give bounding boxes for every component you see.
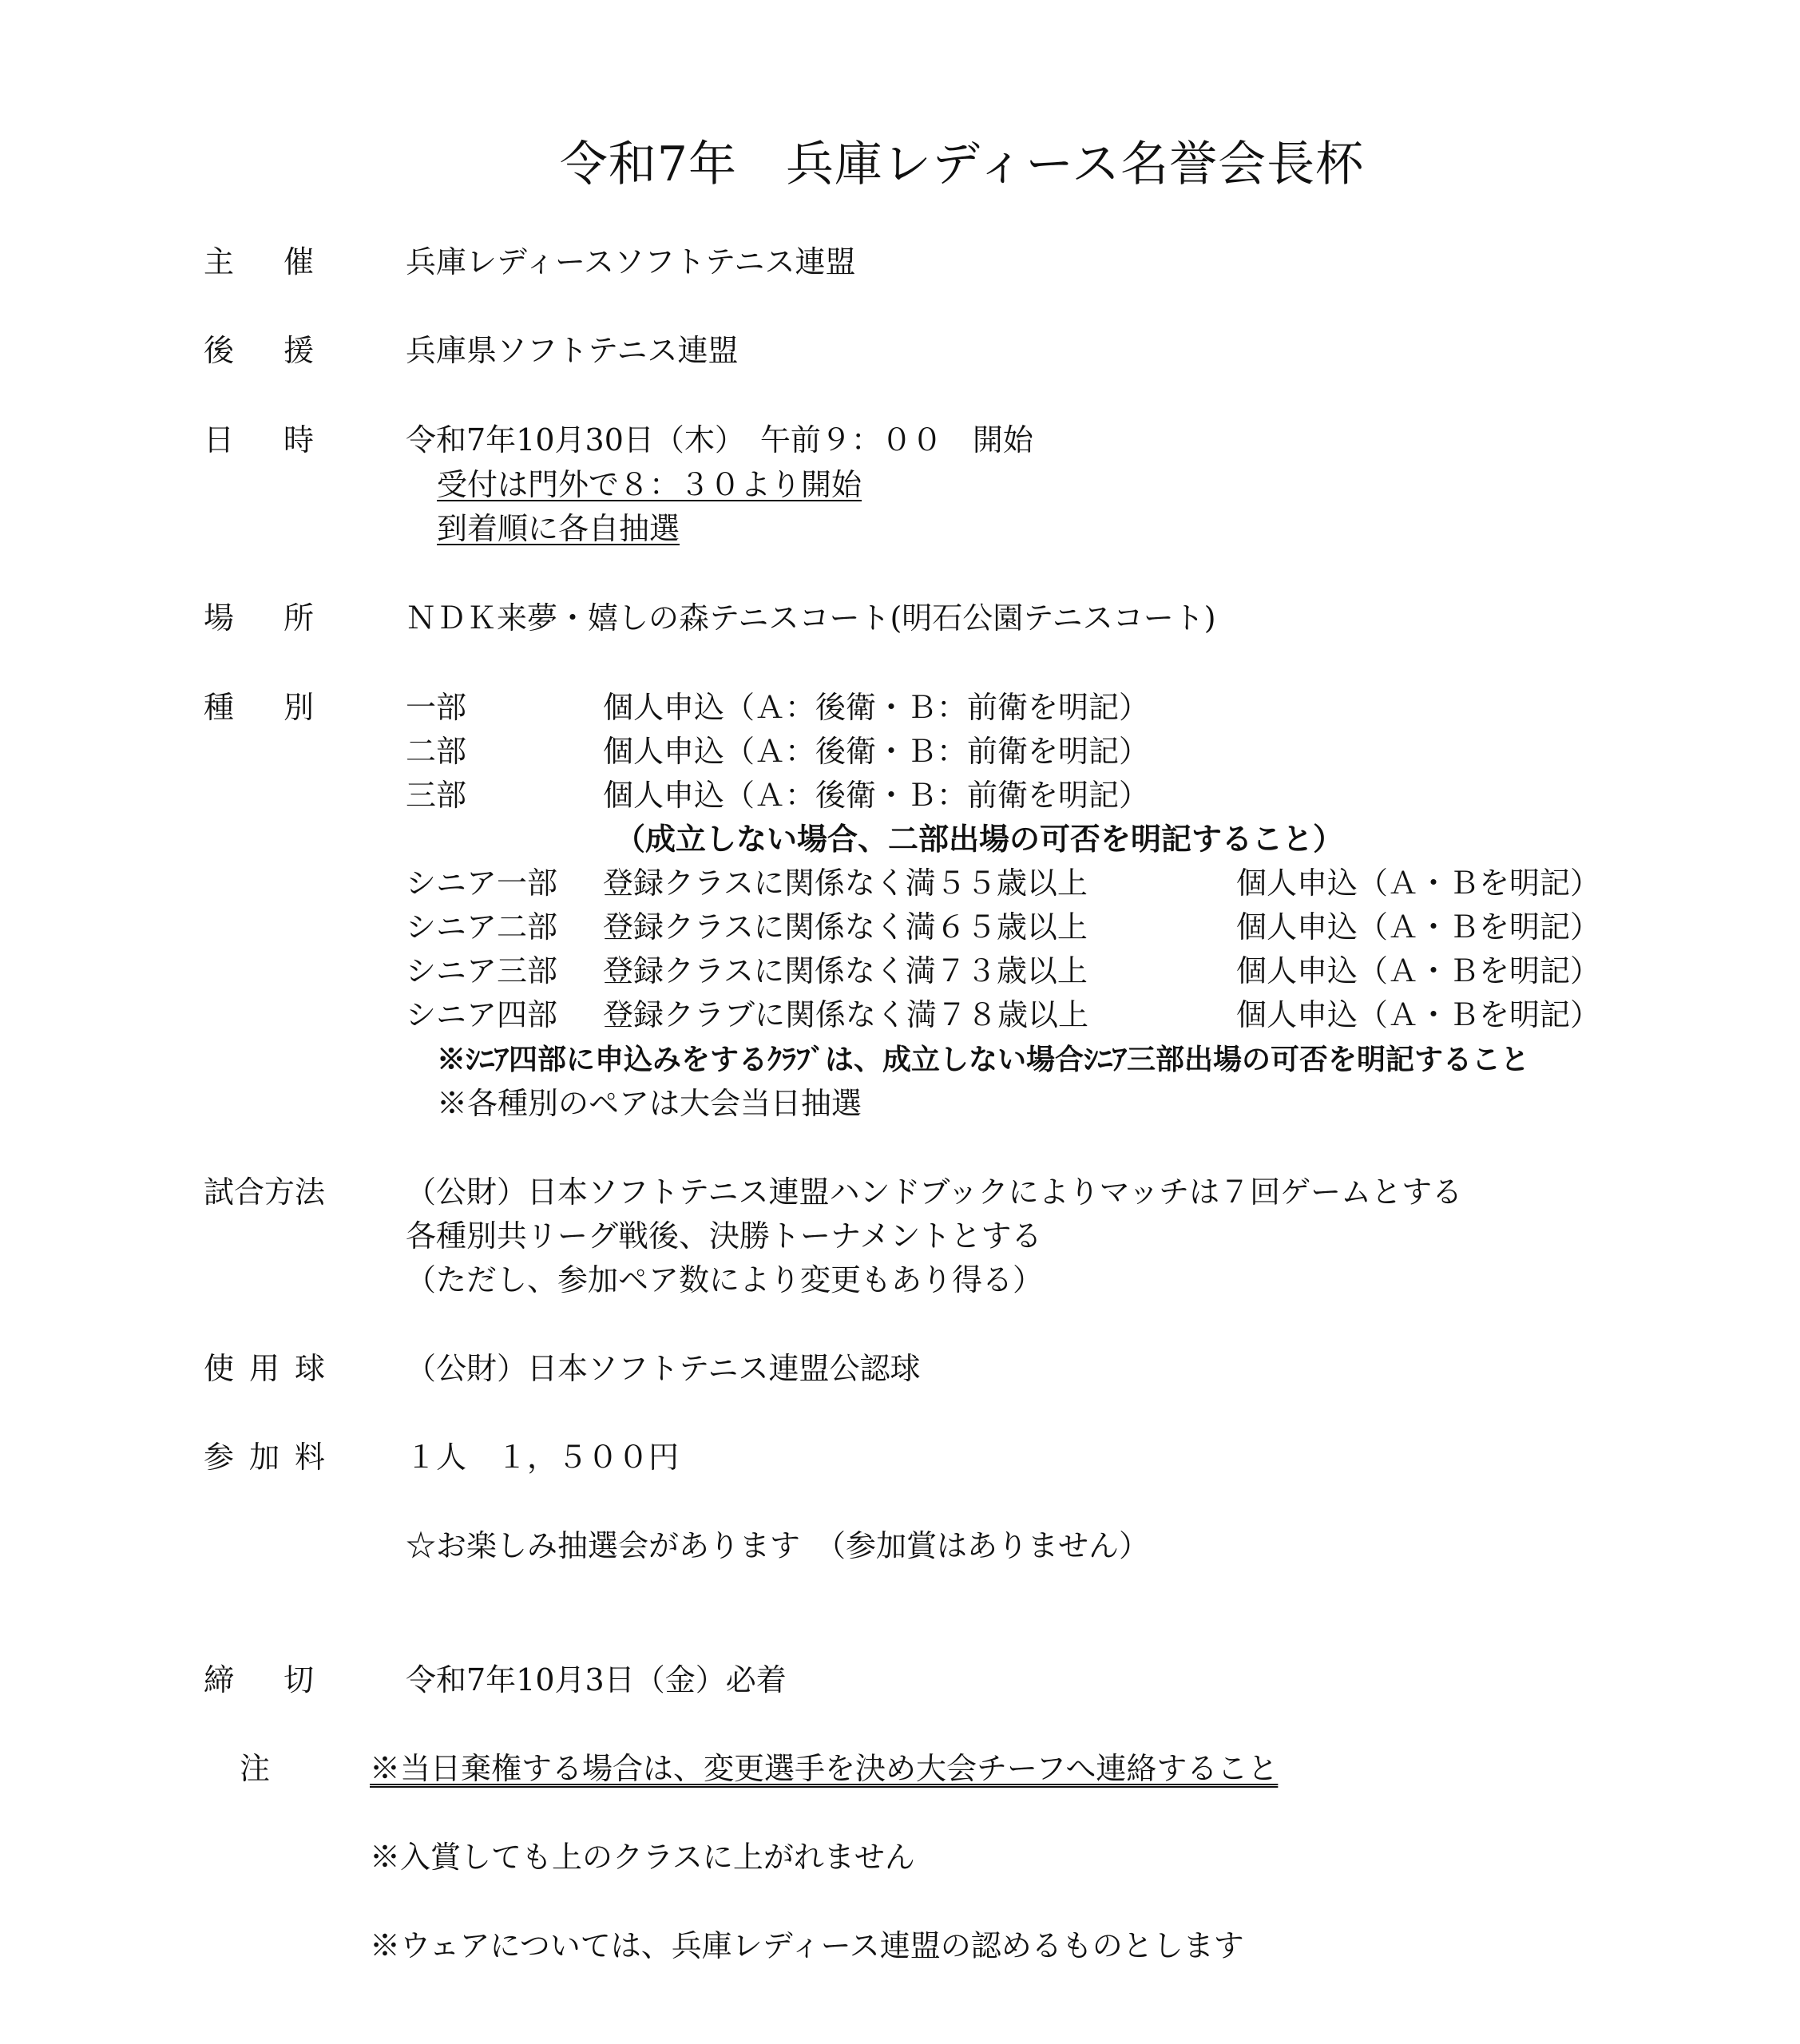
notes-label: 注 xyxy=(240,1751,271,1786)
senior-division-name: シニア三部 xyxy=(406,953,558,988)
senior-division-condition: 登録クラスに関係なく満５５歳以上 xyxy=(603,866,1088,901)
senior-division-condition: 登録クラスに関係なく満７３歳以上 xyxy=(603,953,1088,988)
datetime-reception-note: 受付は門外で８：３０より開始 xyxy=(437,467,862,502)
match-method-line: （ただし、参加ペア数により変更もあり得る） xyxy=(406,1262,1044,1297)
senior-division-entry: 個人申込（Ａ・Ｂを明記） xyxy=(1236,953,1601,988)
ball-value: （公財）日本ソフトテニス連盟公認球 xyxy=(406,1351,921,1386)
datetime-label: 日時 xyxy=(204,422,364,458)
division-name: 三部 xyxy=(406,778,467,813)
support-value: 兵庫県ソフトテニス連盟 xyxy=(406,333,739,368)
senior-division-condition: 登録クラブに関係なく満７８歳以上 xyxy=(603,997,1089,1032)
categories-label: 種別 xyxy=(204,690,364,725)
pair-lottery-note: ※各種別のペアは大会当日抽選 xyxy=(437,1086,862,1121)
senior-division-entry: 個人申込（Ａ・Ｂを明記） xyxy=(1236,909,1601,945)
division-entry: 個人申込（Ａ：後衛・Ｂ：前衛を明記） xyxy=(603,734,1150,769)
note-item: ※入賞しても上のクラスに上がれません xyxy=(370,1840,915,1875)
ball-label: 使用球 xyxy=(204,1351,341,1386)
division-note: （成立しない場合、二部出場の可否を明記すること） xyxy=(615,821,1344,857)
division-entry: 個人申込（Ａ：後衛・Ｂ：前衛を明記） xyxy=(603,778,1150,813)
venue-value: ＮＤＫ来夢・嬉しの森テニスコート(明石公園テニスコート) xyxy=(406,600,1216,636)
match-method-line: 各種別共リーグ戦後、決勝トーナメントとする xyxy=(406,1218,1042,1254)
deadline-value: 令和7年10月3日（金）必着 xyxy=(406,1662,787,1697)
fee-label: 参加料 xyxy=(204,1440,341,1475)
match-method-line: （公財）日本ソフトテニス連盟ハンドブックによりマッチは７回ゲームとする xyxy=(406,1175,1463,1210)
division-name: 一部 xyxy=(406,690,467,725)
senior-division-entry: 個人申込（Ａ・Ｂを明記） xyxy=(1236,997,1601,1032)
venue-label: 場所 xyxy=(204,600,364,636)
senior-division-name: シニア一部 xyxy=(406,866,558,901)
senior-division-name: シニア二部 xyxy=(406,909,558,945)
support-label: 後援 xyxy=(204,333,364,368)
senior-division-name: シニア四部 xyxy=(406,997,558,1032)
senior-division-entry: 個人申込（Ａ・Ｂを明記） xyxy=(1236,866,1601,901)
deadline-label: 締切 xyxy=(204,1662,364,1697)
lottery-event-note: ☆お楽しみ抽選会があります （参加賞はありません） xyxy=(406,1528,1150,1563)
senior-four-note: ※ｼﾆｱ四部に申込みをするｸﾗﾌﾞは、成立しない場合ｼﾆｱ三部出場の可否を明記すること xyxy=(437,1043,1530,1076)
note-item: ※ウェアについては、兵庫レディース連盟の認めるものとします xyxy=(370,1928,1244,1963)
datetime-lottery-note: 到着順に各自抽選 xyxy=(437,511,680,546)
organizer-value: 兵庫レディースソフトテニス連盟 xyxy=(406,244,856,279)
note-item: ※当日棄権する場合は、変更選手を決め大会チーフへ連絡すること xyxy=(370,1751,1279,1786)
division-entry: 個人申込（Ａ：後衛・Ｂ：前衛を明記） xyxy=(603,690,1150,725)
datetime-value: 令和7年10月30日（木） 午前９：００ 開始 xyxy=(406,422,1033,458)
page-title: 令和7年 兵庫レディース名誉会長杯 xyxy=(559,137,1365,192)
senior-division-condition: 登録クラスに関係なく満６５歳以上 xyxy=(603,909,1088,945)
organizer-label: 主催 xyxy=(204,244,364,279)
fee-value: １人 １，５００円 xyxy=(406,1440,680,1475)
division-name: 二部 xyxy=(406,734,467,769)
match-method-label: 試合方法 xyxy=(204,1175,326,1210)
